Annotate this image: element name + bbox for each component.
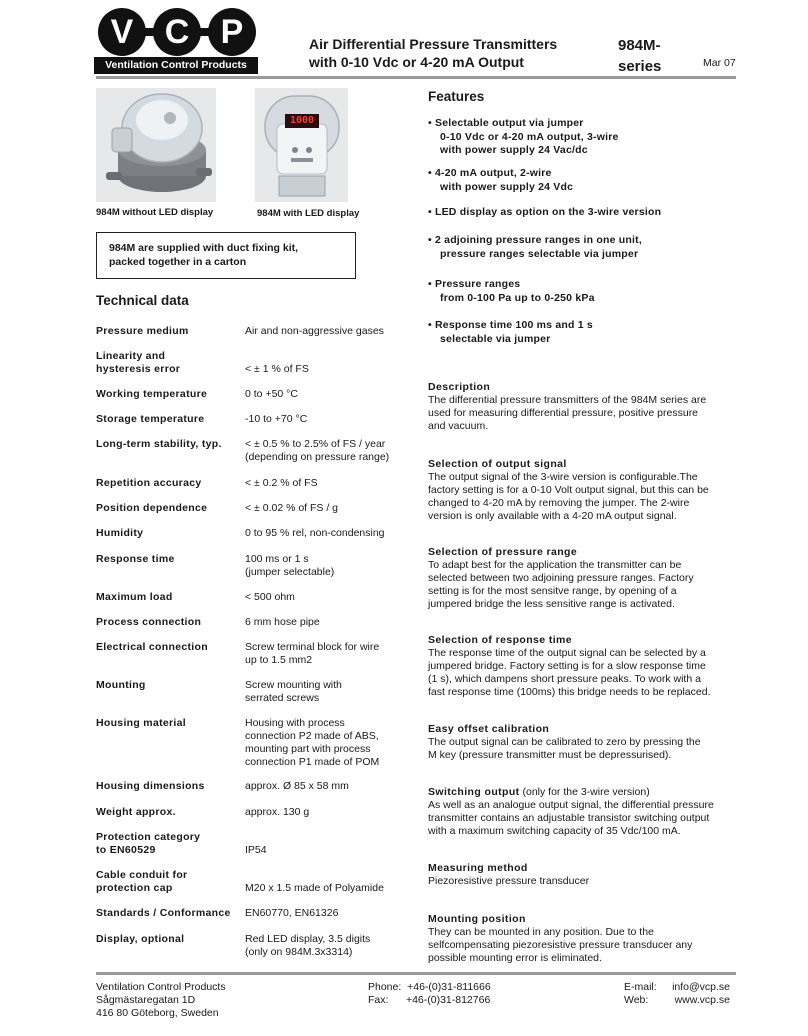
section-line: fast response time (100ms) this bridge needs to be replaced. [428,686,711,698]
tech-value [245,780,405,793]
tech-value [245,806,405,819]
tech-value [245,831,405,857]
feature-line: • 4-20 mA output, 2-wire [428,167,552,179]
tech-label-line: Process connection [96,616,202,628]
section-title [428,458,567,470]
tech-label [96,831,200,857]
feature-line: • Pressure ranges [428,278,521,290]
title-line: with 0-10 Vdc or 4-20 mA Output [309,54,524,70]
tech-value-line: Screw terminal block for wire [245,641,380,653]
tech-value-line: Housing with process [245,717,345,729]
tech-value [245,553,405,579]
tech-value-line: -10 to +70 °C [245,413,308,425]
tech-value-line: approx. 130 g [245,806,310,818]
tech-value-line: EN60770, EN61326 [245,907,339,919]
document-date: Mar 07 [703,57,736,69]
tech-label-line: Weight approx. [96,806,176,818]
section-title-text: Mounting position [428,913,526,925]
section-line: M key (pressure transmitter must be depressurised). [428,749,672,761]
tech-label-line: Display, optional [96,933,185,945]
section-line: They can be mounted in any position. Due to the [428,926,654,938]
footer-city: 416 80 Göteborg, Sweden [96,1007,219,1019]
section-line: The output signal of the 3-wire version is configurable.The [428,471,698,483]
section-line: The response time of the output signal can be selected by a [428,647,706,659]
tech-value-line [245,350,405,363]
header-rule [96,76,736,79]
tech-label [96,553,175,566]
title-line: Air Differential Pressure Transmitters [309,36,558,52]
transmitter-illustration [96,88,216,202]
tech-label-line: Position dependence [96,502,208,514]
fax-label: Fax: [368,994,389,1006]
section-title [428,862,528,874]
tech-label-line: Pressure medium [96,325,189,337]
series-line: series [618,58,662,75]
feature-item [428,117,619,158]
tech-value-line: Red LED display, 3.5 digits [245,933,371,945]
vcp-logo [94,8,258,74]
feature-item [428,319,593,346]
section-line: setting is for the most sensitve range, by opening of a [428,585,677,597]
section-line: jumpered bridge the less sensitive range is activated. [428,598,675,610]
section-body [428,736,734,762]
tech-label [96,438,222,451]
tech-value-line: approx. Ø 85 x 58 mm [245,780,349,792]
section-line: changed to 4-20 mA by removing the jumper. The 2-wire [428,497,690,509]
section-line: Piezoresistive pressure transducer [428,875,590,887]
tech-value-line [245,869,405,882]
tech-value-line: up to 1.5 mm2 [245,654,313,666]
feature-line: • Response time 100 ms and 1 s [428,319,593,331]
tech-label [96,679,146,692]
tech-label [96,907,231,920]
feature-line: • LED display as option on the 3-wire version [428,206,662,218]
section-line: As well as an analogue output signal, the differential pressure [428,799,714,811]
feature-line: pressure ranges selectable via jumper [440,247,639,260]
tech-value [245,679,405,705]
email-label: E-mail: [624,981,657,993]
tech-label-line: Repetition accuracy [96,477,202,489]
note-line: packed together in a carton [109,256,247,268]
tech-label [96,477,202,490]
feature-line: selectable via jumper [440,332,551,345]
feature-line: • Selectable output via jumper [428,117,584,129]
tech-value-line: Air and non-aggressive gases [245,325,384,337]
tech-value-line: 100 ms or 1 s [245,553,309,565]
tech-value [245,388,405,401]
tech-value-line: < 500 ohm [245,591,295,603]
tech-label [96,325,189,338]
feature-line: with power supply 24 Vdc [440,180,574,193]
tech-label [96,806,176,819]
feature-item [428,206,661,220]
section-line: (1 s), which dampens short pressure peaks. To work with a [428,673,701,685]
tech-value-line: 0 to 95 % rel, non-condensing [245,527,385,539]
tech-label-line: Protection category [96,831,201,843]
tech-label [96,717,186,730]
section-line: selected between two adjoining pressure ranges. Factory [428,572,694,584]
web-link[interactable]: www.vcp.se [674,994,730,1006]
web-label: Web: [624,994,649,1006]
footer-street: Sågmästaregatan 1D [96,994,196,1006]
tech-label-line: hysteresis error [96,363,181,375]
phone-label: Phone: [368,981,402,993]
tech-label-line: Long-term stability, typ. [96,438,222,450]
section-line: used for measuring differential pressure, positive pressure [428,407,699,419]
tech-label-line: Standards / Conformance [96,907,231,919]
tech-value [245,477,405,490]
feature-item [428,234,642,261]
product-photo-without-led [96,88,216,202]
section-line: factory setting is for a 0-10 Volt output signal, but this can be [428,484,709,496]
section-title-text: Easy offset calibration [428,723,550,735]
technical-data-heading: Technical data [96,293,189,308]
led-display-reading: 1000 [289,115,315,126]
tech-label [96,502,207,515]
tech-label-line: Housing material [96,717,186,729]
section-line: transmitter contains an adjustable transistor switching output [428,812,710,824]
section-line: To adapt best for the application the transmitter can be [428,559,682,571]
tech-value [245,413,405,426]
document-title [309,35,557,71]
footer-company: Ventilation Control Products [96,981,226,993]
section-line: selfcompensating piezoresistive pressure transducer any [428,939,693,951]
logo-letter-v: V [98,8,146,56]
tech-label [96,388,207,401]
tech-label [96,933,184,946]
logo-letter-p: P [208,8,256,56]
tech-label [96,591,173,604]
tech-value [245,350,405,376]
section-title-text: Selection of response time [428,634,573,646]
tech-value-line: < ± 0.02 % of FS / g [245,502,339,514]
tech-label-line: Cable conduit for [96,869,188,881]
feature-line: with power supply 24 Vac/dc [440,144,588,156]
section-title-text: Selection of output signal [428,458,567,470]
tech-label [96,616,201,629]
tech-value-line: Screw mounting with [245,679,342,691]
tech-value [245,907,405,920]
tech-label-line: Mounting [96,679,146,691]
product-photo-with-led [255,88,348,202]
tech-label-line: Electrical connection [96,641,208,653]
tech-label [96,869,187,895]
section-title [428,913,526,925]
section-body [428,559,734,611]
tech-value [245,502,405,515]
tech-value-line: < ± 1 % of FS [245,363,309,375]
section-title [428,381,490,393]
feature-line: 0-10 Vdc or 4-20 mA output, 3-wire [440,130,619,143]
tech-value-line: (only on 984M.3x3314) [245,946,353,958]
tech-value-line: 0 to +50 °C [245,388,298,400]
tech-label [96,413,204,426]
section-title-text: Selection of pressure range [428,546,578,558]
tech-value [245,869,405,895]
tech-value-line: IP54 [245,844,267,856]
tech-value-line: serrated screws [245,692,320,704]
tech-label-line: to EN60529 [96,844,156,856]
photo-caption: 984M without LED display [96,207,214,218]
footer-contact-block [620,981,730,1007]
tech-value [245,591,405,604]
feature-item [428,278,595,305]
tech-label [96,641,208,654]
tech-label-line: Housing dimensions [96,780,205,792]
tech-value-line: connection P2 made of ABS, [245,730,379,742]
section-line: version is only available with a 4-20 mA output signal. [428,510,677,522]
feature-line: • 2 adjoining pressure ranges in one unit, [428,234,642,246]
logo-letter-c: C [153,8,201,56]
tech-label-line: Storage temperature [96,413,205,425]
tech-label [96,350,180,376]
section-body [428,394,734,433]
supply-note-box [96,232,356,279]
email-link[interactable]: info@vcp.se [672,981,730,993]
phone-number[interactable]: +46-(0)31-811666 [407,981,491,993]
features-heading: Features [428,89,485,104]
tech-label [96,527,143,540]
tech-label-line: protection cap [96,882,173,894]
feature-line: from 0-100 Pa up to 0-250 kPa [440,291,595,304]
tech-value [245,527,405,540]
section-title-text: Switching output [428,786,520,798]
tech-value-line: < ± 0.2 % of FS [245,477,318,489]
tech-label-line: Humidity [96,527,144,539]
tech-label-line: Maximum load [96,591,173,603]
section-title [428,634,572,646]
section-body [428,799,734,838]
series-line: 984M- [618,37,661,54]
tech-label-line: Response time [96,553,175,565]
section-body [428,647,734,699]
series-label [618,35,661,77]
section-line: The differential pressure transmitters of the 984M series are [428,394,707,406]
section-body [428,471,734,523]
tech-value [245,641,405,667]
section-line: with a maximum switching capacity of 35 Vdc/100 mA. [428,825,681,837]
note-line: 984M are supplied with duct fixing kit, [109,242,299,254]
section-title [428,546,577,558]
tech-value [245,717,405,769]
tech-value [245,438,405,464]
tech-value-line: connection P1 made of POM [245,756,380,768]
section-title-text: Description [428,381,491,393]
photo-caption: 984M with LED display [257,208,360,219]
section-line: and vacuum. [428,420,489,432]
transmitter-led-illustration [255,88,348,202]
footer-phone-block [368,981,491,1007]
tech-value-line: (jumper selectable) [245,566,335,578]
section-title [428,786,650,798]
fax-number: +46-(0)31-812766 [405,994,491,1006]
tech-value-line: 6 mm hose pipe [245,616,320,628]
tech-label [96,780,205,793]
section-line: The output signal can be calibrated to zero by pressing the [428,736,701,748]
footer-address [96,981,226,1020]
tech-label-line: Working temperature [96,388,208,400]
section-body [428,926,734,965]
tech-value-line: (depending on pressure range) [245,451,390,463]
tech-value-line: mounting part with process [245,743,371,755]
section-title [428,723,549,735]
tech-value-line: < ± 0.5 % to 2.5% of FS / year [245,438,386,450]
feature-item [428,167,573,194]
tech-value [245,933,405,959]
section-line: possible mounting error is eliminated. [428,952,602,964]
tech-value [245,616,405,629]
section-body [428,875,734,888]
tech-value [245,325,405,338]
tech-label-line: Linearity and [96,350,166,362]
tech-value-line: M20 x 1.5 made of Polyamide [245,882,384,894]
section-title-note: (only for the 3-wire version) [519,786,650,798]
footer-rule [96,972,736,975]
section-line: jumpered bridge. Factory setting is for a slow response time [428,660,706,672]
section-title-text: Measuring method [428,862,528,874]
logo-subtitle: Ventilation Control Products [94,57,258,74]
tech-value-line [245,831,405,844]
